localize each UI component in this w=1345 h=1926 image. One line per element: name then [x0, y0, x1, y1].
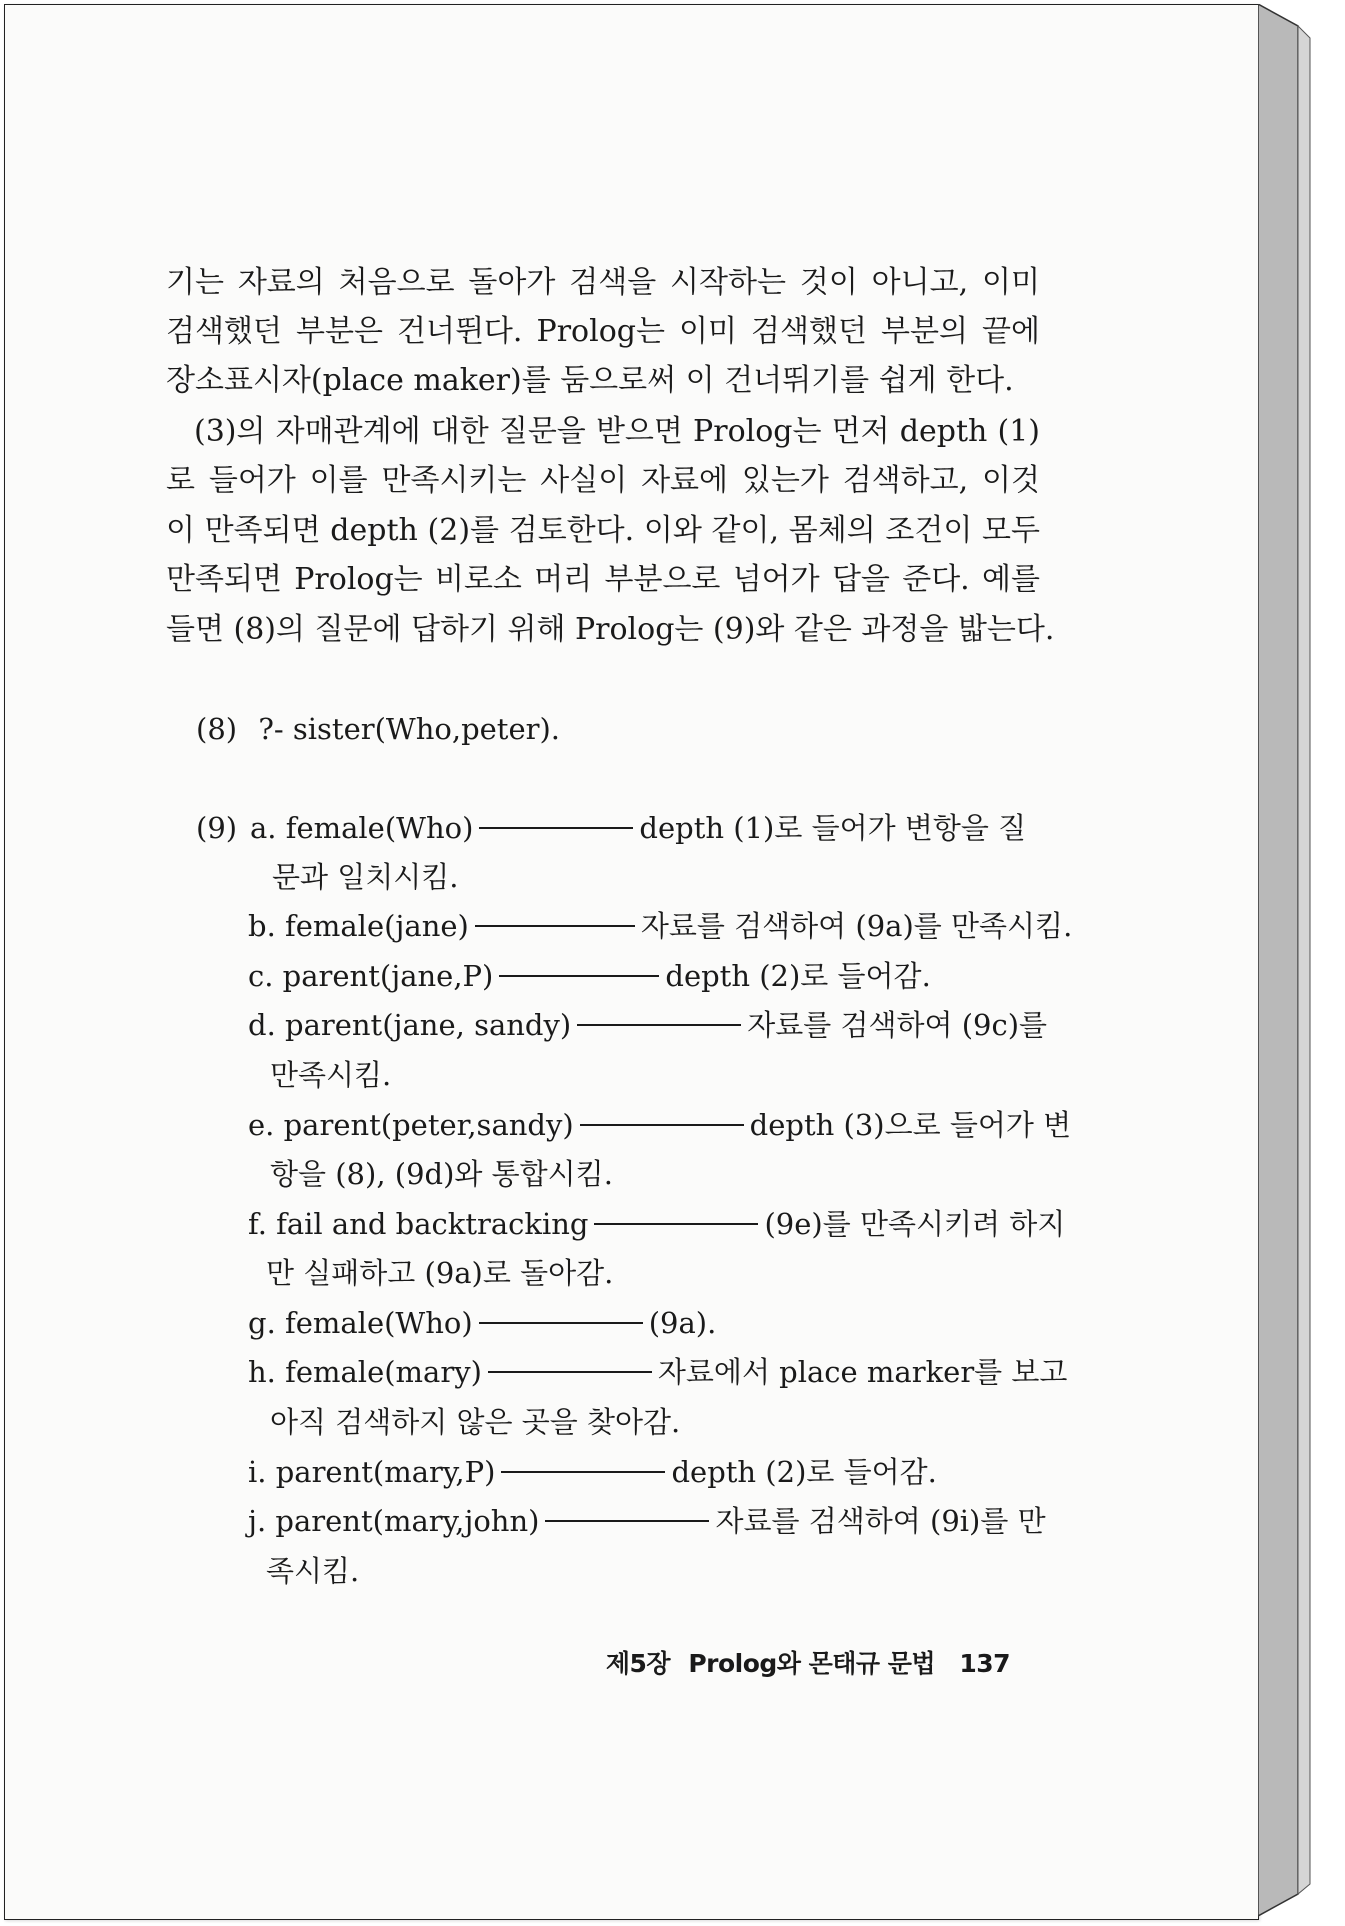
step-g	[248, 1304, 716, 1342]
step-d	[248, 1006, 1047, 1044]
step-i	[248, 1453, 937, 1491]
step-h-label: h. female(mary)	[248, 1355, 482, 1389]
step-h-cont: 아직 검색하지 않은 곳을 찾아감.	[270, 1405, 681, 1439]
step-h	[248, 1353, 1067, 1391]
step-c-desc: depth (2)로 들어감.	[665, 959, 931, 993]
step-d-desc: 자료를 검색하여 (9c)를	[747, 1008, 1048, 1042]
step-j-label: j. parent(mary,john)	[248, 1504, 540, 1538]
step-a-desc: depth (1)로 들어가 변항을 질	[639, 811, 1027, 845]
leader-line	[479, 1322, 643, 1324]
step-a-label: a. female(Who)	[250, 811, 474, 845]
step-a-cont: 문과 일치시킴.	[272, 860, 459, 894]
page-stack-edge	[1258, 4, 1314, 1920]
footer-chapter: 제5장	[605, 1649, 671, 1678]
step-c-label: c. parent(jane,P)	[248, 959, 494, 993]
step-b-desc: 자료를 검색하여 (9a)를 만족시킴.	[640, 909, 1073, 943]
step-g-desc: (9a).	[648, 1306, 717, 1340]
leader-line	[545, 1520, 709, 1522]
example-9-number: (9)	[196, 811, 238, 845]
page-number: 137	[959, 1649, 1010, 1678]
step-b-label: b. female(jane)	[248, 909, 469, 943]
example-8-number: (8)	[196, 712, 238, 746]
paragraph2-line-5: 들면 (8)의 질문에 답하기 위해 Prolog는 (9)와 같은 과정을 밟는다.	[166, 612, 1055, 647]
step-d-label: d. parent(jane, sandy)	[248, 1008, 572, 1042]
step-i-desc: depth (2)로 들어감.	[671, 1455, 937, 1489]
step-a	[250, 809, 1026, 847]
leader-line	[594, 1223, 758, 1225]
example-8-query: ?- sister(Who,peter).	[258, 712, 561, 746]
step-e-desc: depth (3)으로 들어가 변	[749, 1108, 1072, 1142]
footer-title: Prolog와 몬태규 문법	[688, 1649, 936, 1678]
step-f-desc: (9e)를 만족시키려 하지	[764, 1207, 1066, 1241]
leader-line	[580, 1124, 744, 1126]
paragraph1-line-1: 기는 자료의 처음으로 돌아가 검색을 시작하는 것이 아니고, 이미	[166, 265, 1040, 300]
leader-line	[479, 827, 633, 829]
step-f-cont: 만 실패하고 (9a)로 돌아감.	[266, 1256, 614, 1290]
leader-line	[475, 925, 635, 927]
step-i-label: i. parent(mary,P)	[248, 1455, 496, 1489]
step-f	[248, 1205, 1065, 1243]
step-g-label: g. female(Who)	[248, 1306, 473, 1340]
paragraph2-line-1: (3)의 자매관계에 대한 질문을 받으면 Prolog는 먼저 depth (1)	[194, 414, 1040, 449]
step-d-cont: 만족시킴.	[270, 1058, 392, 1092]
step-f-label: f. fail and backtracking	[248, 1207, 589, 1241]
page-footer	[606, 1644, 1010, 1680]
leader-line	[501, 1471, 665, 1473]
step-h-desc: 자료에서 place marker를 보고	[657, 1355, 1068, 1389]
paragraph1-line-3: 장소표시자(place maker)를 둠으로써 이 건너뛰기를 쉽게 한다.	[166, 363, 1014, 398]
leader-line	[499, 975, 659, 977]
step-b	[248, 907, 1072, 945]
step-j-desc: 자료를 검색하여 (9i)를 만	[715, 1504, 1046, 1538]
example-8	[196, 710, 560, 748]
paragraph2-line-3: 이 만족되면 depth (2)를 검토한다. 이와 같이, 몸체의 조건이 모두	[166, 513, 1040, 548]
paragraph1-line-2: 검색했던 부분은 건너뛴다. Prolog는 이미 검색했던 부분의 끝에	[166, 314, 1040, 349]
step-e-label: e. parent(peter,sandy)	[248, 1108, 574, 1142]
step-j-cont: 족시킴.	[266, 1554, 360, 1588]
paragraph2-line-2: 로 들어가 이를 만족시키는 사실이 자료에 있는가 검색하고, 이것	[166, 463, 1040, 498]
paragraph2-line-4: 만족되면 Prolog는 비로소 머리 부분으로 넘어가 답을 준다. 예를	[166, 562, 1040, 597]
leader-line	[577, 1024, 741, 1026]
step-j	[248, 1502, 1046, 1540]
step-e	[248, 1106, 1071, 1144]
step-c	[248, 957, 931, 995]
step-e-cont: 항을 (8), (9d)와 통합시킴.	[270, 1157, 613, 1191]
leader-line	[488, 1371, 652, 1373]
